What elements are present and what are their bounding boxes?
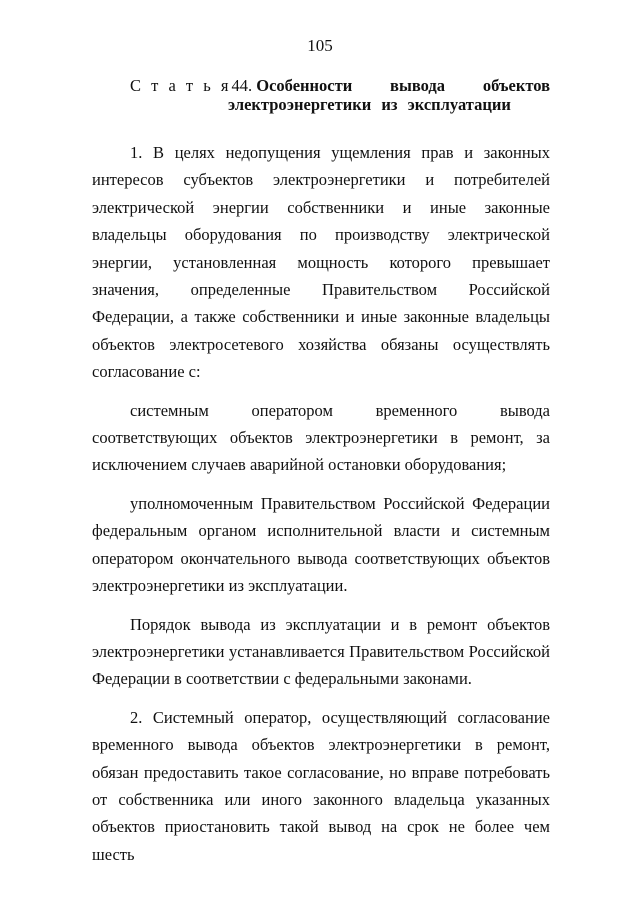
paragraph-3: уполномоченным Правительством Российской Федерации федеральным органом исполнительной власти и системным оператором окончательного вывода соответствующих объектов электроэнергетики из эксплуатации. [92,493,550,596]
paragraph-2: системным оператором временного вывода соответствующих объектов электроэнергетики в ремонт, за исключением случаев аварийной остановки оборудования; [92,400,550,475]
article-body [92,139,550,868]
article-label: С т а т ь я [130,76,232,95]
article-title-word-2: вывода [390,76,445,95]
article-title-word-1: Особенности [256,76,353,95]
paragraph-1: 1. В целях недопущения ущемления прав и законных интересов субъектов электроэнергетики и потребителей электрической энергии собственники и иные законные владельцы оборудования по производству электрической энергии, установленная мощность которого превышает значения, определенные Правительством Российской Федерации, а также собственники и иные законные владельцы объектов электросетевого хозяйства обязаны осуществлять согласование с: [92,143,550,382]
article-heading-line1 [130,76,550,95]
paragraph-5: 2. Системный оператор, осуществляющий согласование временного вывода объектов электроэнергетики в ремонт, обязан предоставить такое согласование, но вправе потребовать от собственника или иного законного владельца указанных объектов приостановить такой вывод на срок не более чем шесть [92,707,550,864]
page-number: 105 [307,36,333,55]
article-title-line2: электроэнергетики из эксплуатации [228,95,511,114]
article-title-word-3: объектов [482,76,550,95]
article-label-group [130,76,352,95]
article-number: 44. [231,76,253,95]
paragraph-4: Порядок вывода из эксплуатации и в ремонт объектов электроэнергетики устанавливается Правительством Российской Федерации в соответствии с федеральными законами. [92,614,550,689]
article-heading [130,76,550,114]
